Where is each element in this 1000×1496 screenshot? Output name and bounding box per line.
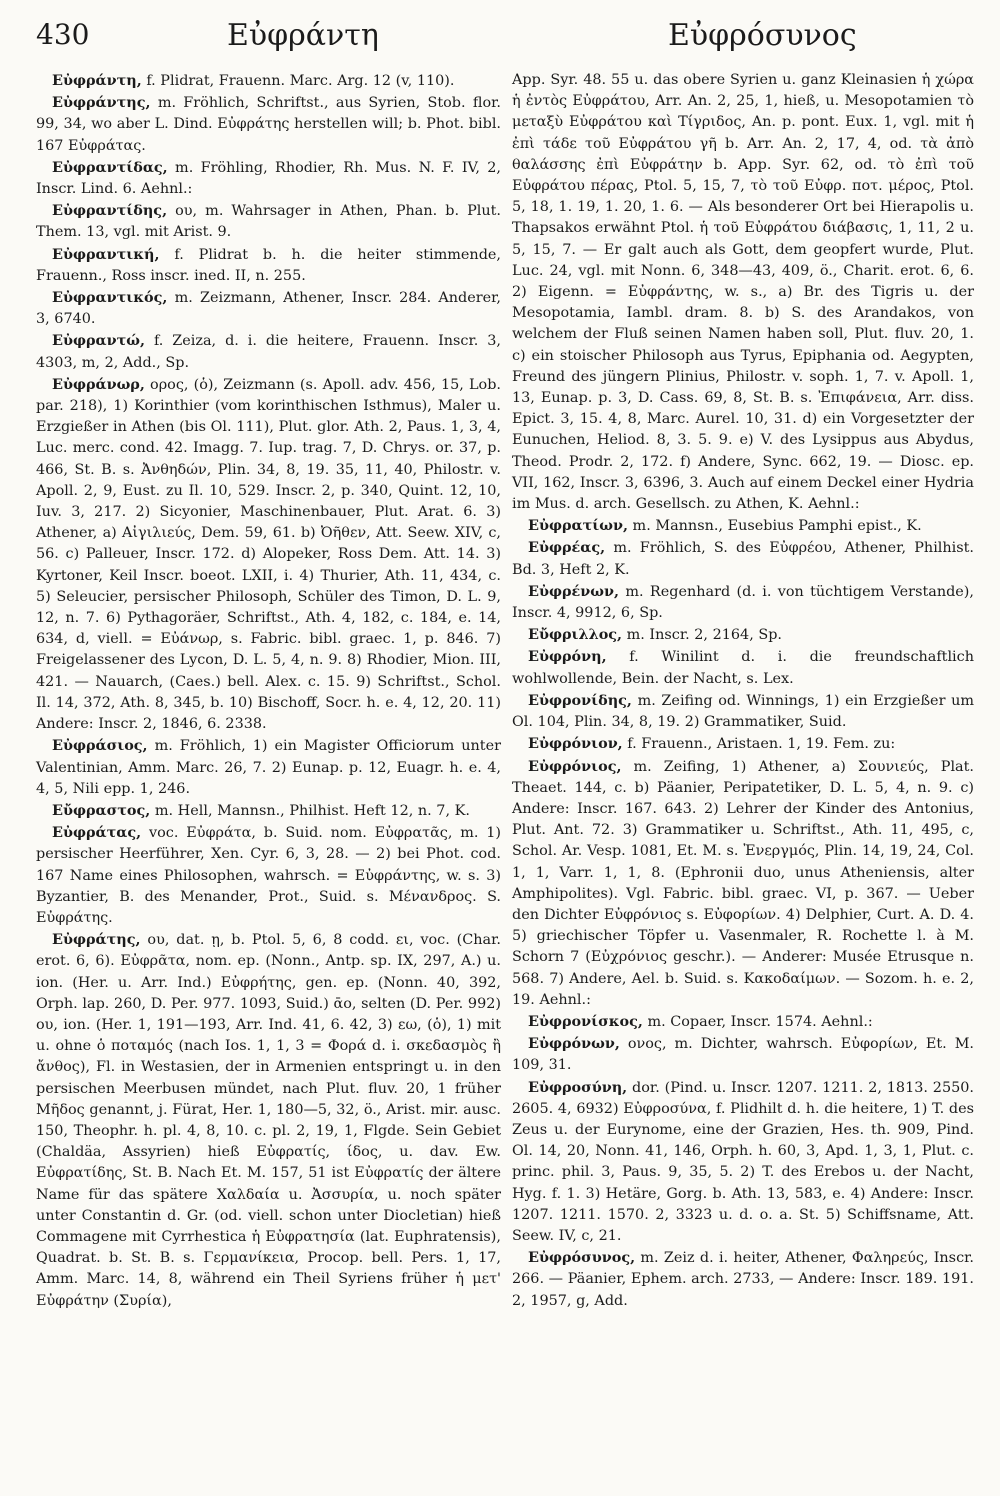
running-head-right: Εὐφρόσυνος [668,18,857,53]
entry-text: voc. Εὐφράτα, b. Suid. nom. Εὐφρατᾶς, m. 1) persischer Heerführer, Xen. Cyr. 6, 3, 28. — 2) bei Phot. cod. 167 Name eines Philosophen, wahrsch. = Εὐφράντης, w. s. 3) Byzantier, B. des Menander, Prot., Suid. s. Μένανδρος. S. Εὐφράτης. [36,825,502,926]
entry-headword: Εὐφράντη, [52,72,142,89]
dictionary-entry [512,646,974,689]
entry-headword: Εὔφριλλος, [528,626,623,644]
dictionary-entry [512,1011,974,1033]
entry-headword: Εὐφράτης, [52,931,141,949]
entry-headword: Εὐφρονίδης, [528,691,632,709]
page-header [0,18,1000,68]
entry-headword: Εὐφρέας, [528,539,606,557]
entry-headword: Εὔφραστος, [52,801,151,819]
entry-headword: Εὐφροσύνη, [528,1078,628,1096]
entry-headword: Εὐφράσιος, [52,737,148,755]
entry-headword: Εὐφραντική, [52,245,160,263]
dictionary-entry [36,374,501,735]
dictionary-entry [36,70,501,92]
entry-text: m. Regenhard (d. i. von tüchtigem Verstande), Inscr. 4, 9912, 6, Sp. [512,583,974,622]
entry-headword: Εὐφρόνιος, [528,757,622,775]
entry-text: f. Plidrat, Frauenn. Marc. Arg. 12 (v, 110). [146,73,455,89]
entry-headword: Εὐφρατίων, [528,517,628,535]
dictionary-entry [36,200,501,243]
running-head-left: Εὐφράντη [227,18,379,53]
entry-headword: Εὐφρονίσκος, [528,1012,643,1030]
entry-headword: Εὐφρόσυνος, [528,1249,636,1267]
entry-headword: Εὐφρόνιον, [528,735,623,753]
dictionary-entry [512,624,974,646]
dictionary-entry [512,537,974,580]
entry-text: f. Plidrat b. h. die heiter stimmende, Frauenn., Ross inscr. ined. II, n. 255. [36,246,501,284]
entry-headword: Εὐφραντίδας, [52,158,168,176]
entry-text: m. Copaer, Inscr. 1574. Aehnl.: [647,1013,873,1030]
entry-text: m. Zeizmann, Athener, Inscr. 284. Anderer, 3, 6740. [36,290,501,328]
entry-text: ονος, m. Dichter, wahrsch. Εὐφορίων, Et. M. 109, 31. [512,1036,975,1074]
dictionary-entry [36,822,501,929]
entry-text: m. Fröhling, Rhodier, Rh. Mus. N. F. IV, 2, Inscr. Lind. 6. Aehnl.: [36,159,502,198]
page-number: 430 [36,18,90,51]
entry-text: m. Zeifing od. Winnings, 1) ein Erzgießer um Ol. 104, Plin. 34, 8, 19. 2) Grammatiker, Suid. [512,692,974,731]
dictionary-entry [36,330,501,373]
entry-headword: Εὐφράτας, [52,824,142,842]
right-column [512,70,974,1312]
entry-text: dor. (Pind. u. Inscr. 1207. 1211. 2, 1813. 2550. 2605. 4, 6932) Εὐφροσύνα, f. Plidhilt d. h. die heitere, 1) T. des Zeus u. der Eurynome, eine der Grazien, Hes. th. 909, Pind. Ol. 14, 20, Nonn. 41, 146, Orph. h. 60, 3, Apd. 1, 3, 1, Plut. c. princ. phil. 3, Paus. 9, 35, 5. 2) T. des Erebos u. der Nacht, Hyg. f. 1. 3) Hetäre, Gorg. b. Ath. 13, 583, e. 4) Andere: Inscr. 1207. 1211. 1570. 2, 3323 u. d. o. a. St. 5) Schiffsname, Att. Seew. IV, c, 21. [512,1079,974,1244]
dictionary-entry [512,733,974,755]
entry-headword: Εὐφρένων, [528,582,619,600]
left-column [36,70,501,1312]
entry-text: App. Syr. 48. 55 u. das obere Syrien u. ganz Kleinasien ἡ χώρα ἡ ἐντὸς Εὐφράτου, Arr. An. 2, 25, 1, hieß, u. Mesopotamien τὸ μεταξὺ Εὐφράτου καὶ Τίγριδος, An. p. pont. Eux. 1, vgl. mit ἡ ἐπὶ τάδε τοῦ Εὐφράτου γῆ b. Arr. An. 2, 17, 4, od. τὰ ἀπὸ θαλάσσης ἐπὶ Εὐφράτην b. App. Syr. 62, od. τὸ ἐπὶ τοῦ Εὐφράτου πέρας, Ptol. 5, 15, 7, τὸ τοῦ Εὐφρ. ποτ. μέρος, Ptol. 5, 18, 1. 19, 1. 20, 1. 6. — Als besonderer Ort bei Hierapolis u. Thapsakos erwähnt Ptol. ἡ τοῦ Εὐφράτου διάβασις, 1, 11, 2 u. 5, 15, 7. — Er galt auch als Gott, dem geopfert wurde, Plut. Luc. 24, vgl. mit Nonn. 6, 348—43, 409, ö., Charit. erot. 6, 6. 2) Eigenn. = Εὐφράντης, w. s., a) Br. des Tigris u. der Mesopotamia, Iambl. dram. 8. b) S. des Arandakos, von welchem der Fluß seinen Namen haben soll, Plut. fluv. 20, 1. c) ein stoischer Philosoph aus Tyrus, Epiphania od. Aegypten, Freund des jüngern Plinius, Philostr. v. soph. 1, 7. v. Apoll. 1, 13, Eunap. p. 3, D. Cass. 69, 8, St. B. s. Ἐπιφάνεια, Arr. diss. Epict. 3, 15. 4, 8, Marc. Aurel. 10, 31. d) ein Vorgesetzter der Eunuchen, Heliod. 8, 3. 5. 9. e) V. des Lysippus aus Abydus, Theod. Prodr. 2, 172. f) Andere, Sync. 662, 19. — Diosc. ep. VII, 162, Inscr. 3, 6396, 3. Auch auf einem Deckel einer Hydria im Mus. d. arch. Gesellsch. zu Athen, K. Aehnl.: [512,72,974,513]
dictionary-entry [512,1247,974,1312]
dictionary-entry [36,800,501,822]
entry-headword: Εὐφρόνη, [528,648,607,666]
entry-text: ου, m. Wahrsager in Athen, Phan. b. Plut. Them. 13, vgl. mit Arist. 9. [36,203,501,241]
dictionary-entry [36,929,501,1312]
entry-text: m. Fröhlich, Schriftst., aus Syrien, Stob. flor. 99, 34, wo aber L. Dind. Εὐφράτης herstellen will; b. Phot. bibl. 167 Εὐφράτας. [36,95,501,154]
entry-text: ορος, (ὁ), Zeizmann (s. Apoll. adv. 456, 15, Lob. par. 218), 1) Korinthier (vom korinthischen Isthmus), Maler u. Erzgießer in Athen (bis Ol. 111), Plut. glor. Ath. 2, Paus. 1, 3, 4, Luc. merc. cond. 42. Imagg. 7. Iup. trag. 7, D. Chrys. or. 37, p. 466, St. B. s. Ἀνθηδών, Plin. 34, 8, 19. 35, 11, 40, Philostr. v. Apoll. 2, 9, Eust. zu Il. 10, 529. Inscr. 2, p. 340, Quint. 12, 10, Iuv. 3, 217. 2) Sicyonier, Maschinenbauer, Plut. Arat. 6. 3) Athener, a) Αἰγιλιεύς, Dem. 59, 61. b) Ὀῆθεν, Att. Seew. XIV, c, 56. c) Palleuer, Inscr. 172. d) Alopeker, Ross Dem. Att. 14. 3) Kyrtoner, Keil Inscr. boeot. LXII, i. 4) Thurier, Ath. 11, 434, c. 5) Seleucier, persischer Philosoph, Schüler des Timon, D. L. 9, 12, n. 7. 6) Pythagoräer, Schriftst., Ath. 4, 182, c. 184, e. 14, 634, d, viell. = Εὐάνωρ, s. Fabric. bibl. graec. 1, p. 846. 7) Freigelassener des Lycon, D. L. 5, 4, n. 9. 8) Rhodier, Mion. III, 421. — Nauarch, (Caes.) bell. Alex. c. 15. 9) Schriftst., Schol. Il. 14, 372, Ath. 8, 345, b. 10) Bischoff, Socr. h. e. 4, 12, 20. 11) Andere: Inscr. 2, 1846, 6. 2338. [36,376,501,733]
entry-text: m. Zeiz d. i. heiter, Athener, Φαληρεύς, Inscr. 266. — Päanier, Ephem. arch. 2733, — Andere: Inscr. 189. 191. 2, 1957, g, Add. [512,1250,975,1309]
dictionary-entry [36,92,501,157]
entry-text: f. Winilint d. i. die freundschaftlich wohlwollende, Bein. der Nacht, s. Lex. [512,649,974,687]
entry-headword: Εὐφρόνων, [528,1035,620,1053]
dictionary-entry [512,70,974,515]
dictionary-entry [512,756,974,1011]
dictionary-entry [512,690,974,733]
entry-headword: Εὐφραντικός, [52,289,168,307]
entry-text: m. Hell, Mannsn., Philhist. Heft 12, n. 7, K. [154,802,470,819]
entry-text: ου, dat. ῃ, b. Ptol. 5, 6, 8 codd. ει, voc. (Char. erot. 6, 6). Εὐφρᾶτα, nom. ep. (Nonn., Antp. sp. IX, 297, A.) u. ion. (Her. u. Arr. Ind.) Εὐφρήτης, gen. ep. (Nonn. 40, 392, Orph. lap. 260, D. Per. 977. 1093, Suid.) ᾱο, selten (D. Per. 992) ου, ion. (Her. 1, 191—193, Arr. Ind. 41, 6. 42, 3) εω, (ὁ), 1) mit u. ohne ὁ ποταμός (nach Ios. 1, 1, 3 = Φορά d. i. σκεδασμὸς ἢ ἄνθος), Fl. in Westasien, der in Armenien entspringt u. in den persischen Meerbusen mündet, nach Plut. fluv. 20, 1 früher Μῆδος genannt, j. Fürat, Her. 1, 180—5, 32, ö., Arist. mir. ausc. 150, Theophr. h. pl. 4, 8, 10. c. pl. 2, 19, 1, Flgde. Sein Gebiet (Chaldäa, Assyrien) hieß Εὐφρατίς, ίδος, u. dav. Ew. Εὐφρατίδης, St. B. Nach Et. M. 157, 51 ist Εὐφρατίς der ältere Name für das spätere Χαλδαία u. Ἀσσυρία, u. noch später unter Constantin d. Gr. (od. viell. schon unter Diocletian) hieß Commagene mit Cyrrhestica ἡ Εὐφρατησία (lat. Euphratensis), Quadrat. b. St. B. s. Γερμανίκεια, Procop. bell. Pers. 1, 17, Amm. Marc. 14, 8, während ein Theil Syriens früher ἡ μετ' Εὐφράτην (Συρία), [36,932,501,1309]
entry-text: f. Frauenn., Aristaen. 1, 19. Fem. zu: [627,736,896,753]
dictionary-entry [36,287,501,330]
entry-text: m. Zeifing, 1) Athener, a) Σουνιεύς, Plat. Theaet. 144, c. b) Päanier, Peripatetiker, D. L. 5, 4, n. 9. c) Andere: Inscr. 167. 643. 2) Lehrer der Kinder des Antonius, Plut. Ant. 72. 3) Grammatiker u. Schriftst., Ath. 11, 495, c, Schol. Ar. Vesp. 1081, Et. M. s. Ἐνεργμός, Plin. 14, 19, 24, Col. 1, 1, Varr. 1, 1, 8. (Ephronii duo, unus Atheniensis, alter Amphipolites). Vgl. Fabric. bibl. graec. VI, p. 367. — Ueber den Dichter Εὐφρόνιος s. Εὐφορίων. 4) Delphier, Curt. A. D. 4. 5) griechischer Töpfer u. Vasenmaler, R. Rochette l. à M. Schorn 7 (Εὐχρόνιος geschr.). — Anderer: Musée Etrusque n. 568. 7) Andere, Ael. b. Suid. s. Κακοδαίμων. — Sozom. h. e. 2, 19. Aehnl.: [512,758,974,1008]
entry-headword: Εὐφράνωρ, [52,375,145,393]
entry-headword: Εὐφραντίδης, [52,202,168,220]
entry-text: m. Inscr. 2, 2164, Sp. [626,627,782,644]
dictionary-entry [36,244,501,287]
dictionary-entry [512,1077,974,1248]
dictionary-entry [36,157,501,200]
entry-text: m. Fröhlich, S. des Εὐφρέου, Athener, Philhist. Bd. 3, Heft 2, K. [512,540,975,578]
dictionary-entry [512,1033,974,1076]
dictionary-entry [36,735,501,800]
dictionary-entry [512,515,974,537]
entry-text: f. Zeiza, d. i. die heitere, Frauenn. Inscr. 3, 4303, m, 2, Add., Sp. [36,333,502,371]
dictionary-entry [512,581,974,624]
entry-headword: Εὐφράντης, [52,94,151,112]
entry-headword: Εὐφραντώ, [52,332,145,350]
entry-text: m. Mannsn., Eusebius Pamphi epist., K. [632,518,922,535]
entry-text: m. Fröhlich, 1) ein Magister Officiorum unter Valentinian, Amm. Marc. 26, 7. 2) Eunap. p. 12, Euagr. h. e. 4, 4, 5, Nili epp. 1, 246. [36,738,501,797]
